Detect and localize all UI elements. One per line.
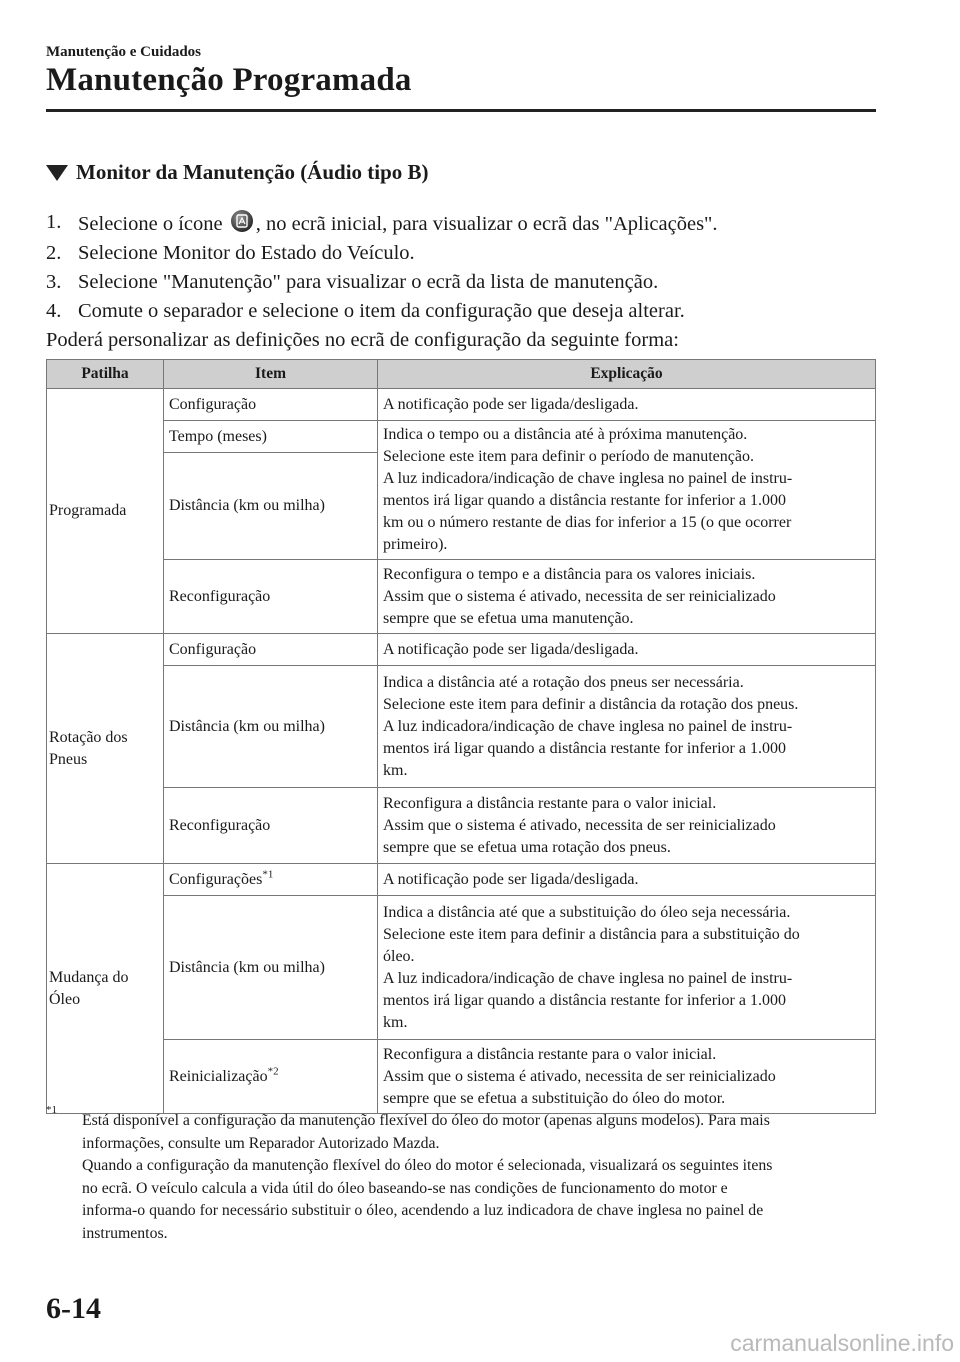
step-3 <box>46 268 886 297</box>
page-title: Manutenção Programada <box>46 62 412 98</box>
section-heading <box>46 160 429 185</box>
table-row <box>47 560 876 634</box>
item-cell: Configurações$^{*1}$ <box>164 864 378 896</box>
item-cell: Tempo (meses) <box>164 421 378 453</box>
table-row <box>47 421 876 453</box>
footnote-text: Está disponível a configuração da manutenção flexível do óleo do motor (apenas alguns modelos). Para mais informações, consulte um Reparador Autorizado Mazda. Quando a configuração da manutenção flexível do óleo do motor é selecionada, visualizará os seguintes itens no ecrã. O veículo calcula a vida útil do óleo baseando-se nas condições de funcionamento do motor e informa-o quando for necessário substituir o óleo, acendendo a luz indicadora de chave inglesa no painel de instrumentos. <box>82 1112 773 1242</box>
explanation-cell: A notificação pode ser ligada/desligada. <box>378 864 876 896</box>
table-row <box>47 1040 876 1114</box>
table-header-row <box>47 360 876 389</box>
item-cell: Distância (km ou milha) <box>164 666 378 788</box>
step-2 <box>46 239 886 268</box>
triangle-marker-icon <box>46 165 68 181</box>
explanation-cell: Indica o tempo ou a distância até à próxima manutenção. Selecione este item para definir o período de manutenção. A luz indicadora/indicação de chave inglesa no painel de instru- mentos irá ligar quando a distância restante for inferior a 1.000 km ou o número restante de dias for inferior a 15 (o que ocorrer primeiro). <box>378 421 876 560</box>
settings-table <box>46 359 876 1114</box>
item-cell: Reconfiguração <box>164 788 378 864</box>
table-row <box>47 788 876 864</box>
table-row <box>47 666 876 788</box>
section-label: Manutenção e Cuidados <box>46 44 202 60</box>
footnote-mark: *1 <box>262 868 274 881</box>
step-number: 2. <box>46 242 62 264</box>
watermark: carmanualsonline.info <box>730 1330 954 1356</box>
step-text: Comute o separador e selecione o item da configuração que deseja alterar. <box>78 300 685 322</box>
explanation-cell: Reconfigura o tempo e a distância para os valores iniciais. Assim que o sistema é ativado, necessita de ser reinicializado sempre que se efetua uma manutenção. <box>378 560 876 634</box>
header-item: Item <box>164 360 378 389</box>
item-cell: Distância (km ou milha) <box>164 896 378 1040</box>
table-row <box>47 864 876 896</box>
category-cell: Programada <box>47 389 164 634</box>
table-row <box>47 389 876 421</box>
item-cell: Reinicialização$^{*2}$ <box>164 1040 378 1114</box>
item-cell: Configuração <box>164 634 378 666</box>
category-cell: Rotação dos Pneus <box>47 634 164 864</box>
instruction-steps <box>46 208 886 355</box>
footnote: *1 Está disponível a configuração da manutenção flexível do óleo do motor (apenas alguns modelos). Para mais informações, consulte um Reparador Autorizado Mazda. Quando a configuração da manutenção flexível do óleo do motor é selecionada, visualizará os seguintes itens no ecrã. O veículo calcula a vida útil do óleo baseando-se nas condições de funcionamento do motor e informa-o quando for necessário substituir o óleo, acendendo a luz indicadora de chave inglesa no painel de instrumentos. <box>46 1110 876 1246</box>
item-cell: Reconfiguração <box>164 560 378 634</box>
step-number: 1. <box>46 211 62 233</box>
step-text: Selecione o ícone , no ecrã inicial, para visualizar o ecrã das "Aplicações". <box>78 208 718 239</box>
explanation-cell: A notificação pode ser ligada/desligada. <box>378 389 876 421</box>
header-explicacao: Explicação <box>378 360 876 389</box>
footnote-mark: *2 <box>267 1065 279 1078</box>
step-number: 4. <box>46 300 62 322</box>
explanation-cell: Indica a distância até a rotação dos pneus ser necessária. Selecione este item para definir a distância da rotação dos pneus. A luz indicadora/indicação de chave inglesa no painel de instru- mentos irá ligar quando a distância restante for inferior a 1.000 km. <box>378 666 876 788</box>
step-1 <box>46 208 886 239</box>
explanation-cell: Indica a distância até que a substituição do óleo seja necessária. Selecione este item para definir a distância para a substituição do óleo. A luz indicadora/indicação de chave inglesa no painel de instru- mentos irá ligar quando a distância restante for inferior a 1.000 km. <box>378 896 876 1040</box>
header-patilha: Patilha <box>47 360 164 389</box>
app-icon <box>230 208 254 234</box>
heading-text: Monitor da Manutenção (Áudio tipo B) <box>76 160 429 184</box>
explanation-cell: Reconfigura a distância restante para o valor inicial. Assim que o sistema é ativado, necessita de ser reinicializado sempre que se efetua a substituição do óleo do motor. <box>378 1040 876 1114</box>
item-cell: Distância (km ou milha) <box>164 453 378 560</box>
category-cell: Mudança do Óleo <box>47 864 164 1114</box>
step-4 <box>46 297 886 326</box>
step-text: Selecione "Manutenção" para visualizar o ecrã da lista de manutenção. <box>78 271 659 293</box>
table-row <box>47 896 876 1040</box>
intro-text: Poderá personalizar as definições no ecrã de configuração da seguinte forma: <box>46 329 679 351</box>
step-number: 3. <box>46 271 62 293</box>
step-text: Selecione Monitor do Estado do Veículo. <box>78 242 415 264</box>
table-row <box>47 634 876 666</box>
title-rule <box>46 109 876 112</box>
item-cell: Configuração <box>164 389 378 421</box>
explanation-cell: A notificação pode ser ligada/desligada. <box>378 634 876 666</box>
page-number: 6-14 <box>46 1292 101 1325</box>
explanation-cell: Reconfigura a distância restante para o valor inicial. Assim que o sistema é ativado, necessita de ser reinicializado sempre que se efetua uma rotação dos pneus. <box>378 788 876 864</box>
